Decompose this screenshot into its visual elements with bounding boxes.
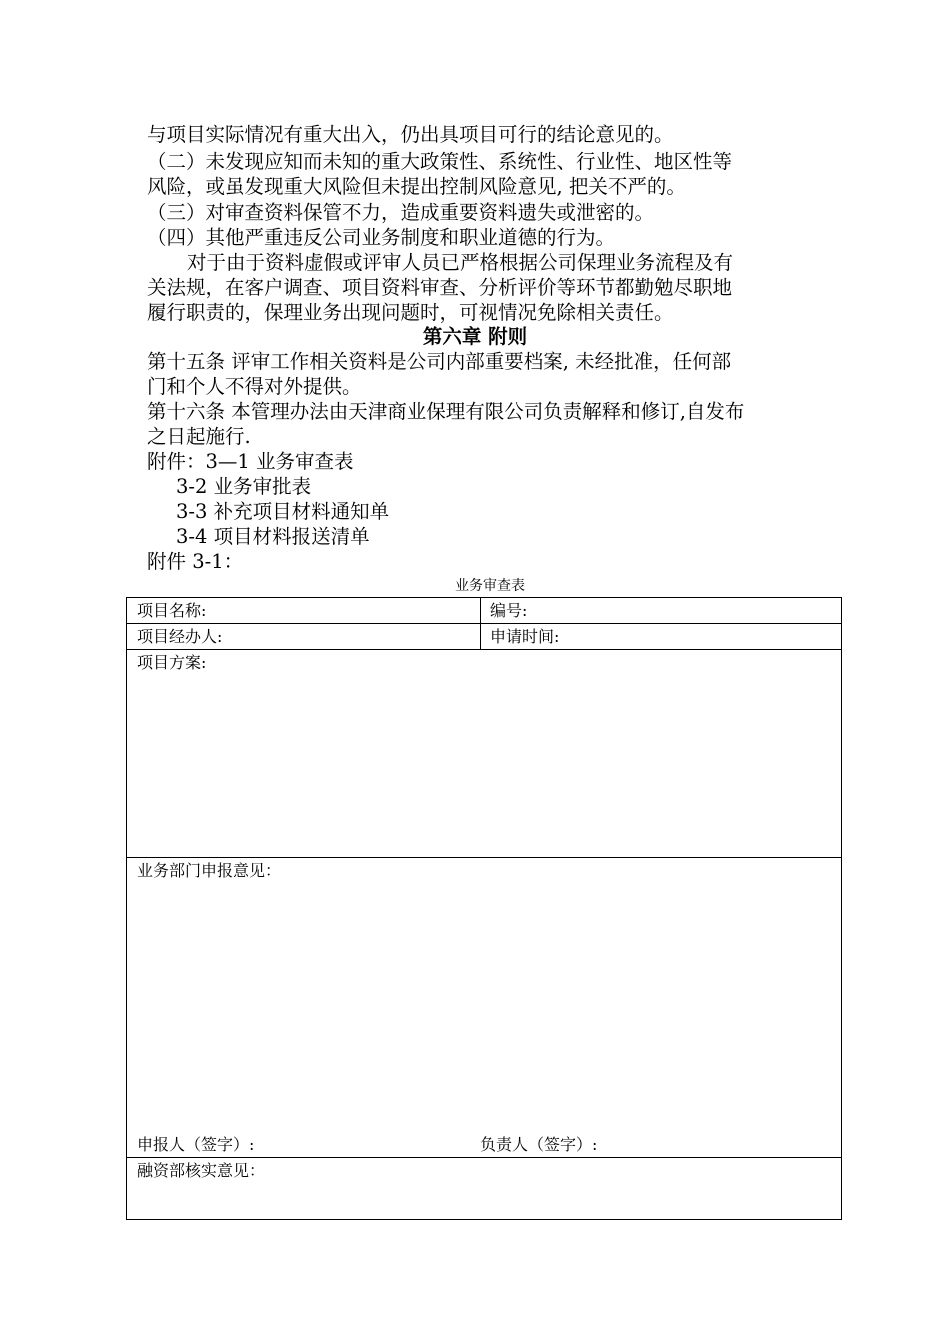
column-divider bbox=[480, 598, 481, 650]
article-15-line-2: 门和个人不得对外提供。 bbox=[147, 375, 362, 398]
article-15-line-1: 第十五条 评审工作相关资料是公司内部重要档案, 未经批准，任何部 bbox=[147, 350, 732, 373]
row-divider bbox=[127, 1157, 841, 1158]
review-form-table bbox=[126, 597, 842, 1220]
body-line-7: 关法规，在客户调查、项目资料审查、分析评价等环节都勤勉尽职地 bbox=[147, 276, 733, 299]
apply-time-label: 申请时间: bbox=[490, 627, 560, 646]
form-title: 业务审查表 bbox=[455, 578, 525, 594]
article-16-line-1: 第十六条 本管理办法由天津商业保理有限公司负责解释和修订,自发布 bbox=[147, 400, 745, 423]
finance-opinion-label: 融资部核实意见： bbox=[137, 1161, 266, 1180]
project-name-label: 项目名称: bbox=[137, 601, 207, 620]
responsible-signature-label: 负责人（签字）: bbox=[480, 1135, 598, 1154]
body-line-6: 对于由于资料虚假或评审人员已严格根据公司保理业务流程及有 bbox=[187, 251, 734, 274]
number-label: 编号: bbox=[490, 601, 528, 620]
row-divider bbox=[127, 857, 841, 858]
body-line-1: 与项目实际情况有重大出入，仍出具项目可行的结论意见的。 bbox=[147, 123, 674, 146]
body-line-4: （三）对审查资料保管不力，造成重要资料遗失或泄密的。 bbox=[147, 201, 655, 224]
body-line-8: 履行职责的，保理业务出现问题时，可视情况免除相关责任。 bbox=[147, 301, 674, 324]
dept-opinion-label: 业务部门申报意见： bbox=[137, 861, 282, 880]
project-manager-label: 项目经办人: bbox=[137, 627, 223, 646]
article-16-line-2: 之日起施行. bbox=[147, 425, 251, 448]
attachment-current: 附件 3-1： bbox=[147, 550, 244, 573]
project-plan-label: 项目方案: bbox=[137, 653, 207, 672]
attachment-item: 3-3 补充项目材料通知单 bbox=[176, 500, 390, 523]
row-divider bbox=[127, 649, 841, 650]
row-divider bbox=[127, 623, 841, 624]
applicant-signature-label: 申报人（签字）: bbox=[137, 1135, 255, 1154]
body-line-3: 风险，或虽发现重大风险但未提出控制风险意见, 把关不严的。 bbox=[147, 175, 686, 198]
body-line-2: （二）未发现应知而未知的重大政策性、系统性、行业性、地区性等 bbox=[147, 150, 733, 173]
attachment-item: 3-2 业务审批表 bbox=[176, 475, 312, 498]
attachments-header: 附件：3—1 业务审查表 bbox=[147, 450, 354, 473]
chapter-title: 第六章 附则 bbox=[422, 325, 528, 348]
attachment-item: 3-4 项目材料报送清单 bbox=[176, 525, 370, 548]
body-line-5: （四）其他严重违反公司业务制度和职业道德的行为。 bbox=[147, 226, 616, 249]
